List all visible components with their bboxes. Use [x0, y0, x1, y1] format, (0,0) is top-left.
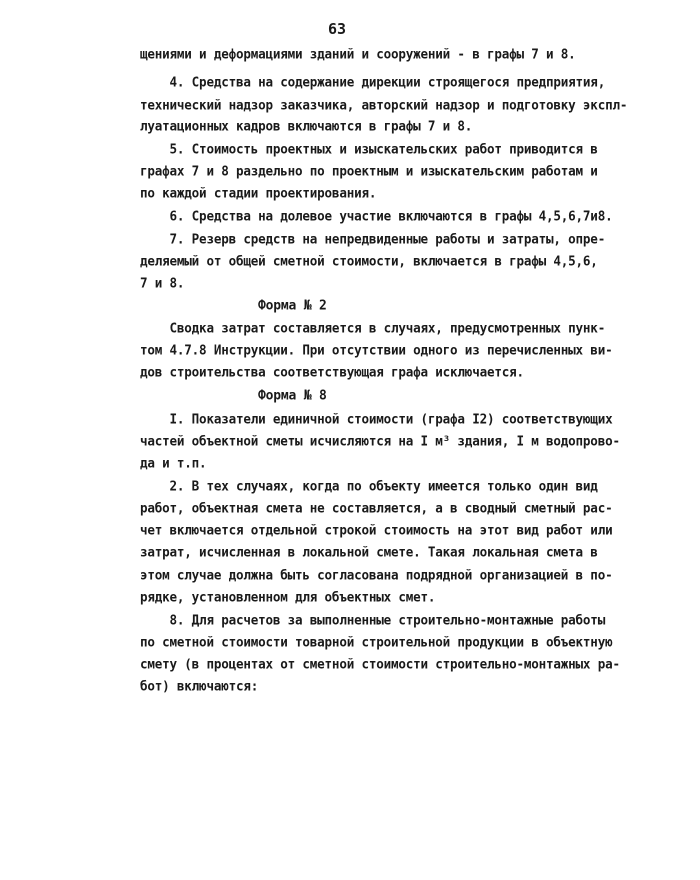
- text-line: 7 и 8.: [140, 275, 185, 291]
- text-line: затрат, исчисленная в локальной смете. Такая локальная смета в: [140, 544, 598, 560]
- text-line: щениями и деформациями зданий и сооружений - в графы 7 и 8.: [140, 46, 576, 62]
- text-line: 2. В тех случаях, когда по объекту имеется только один вид: [140, 478, 598, 494]
- text-line: 7. Резерв средств на непредвиденные работы и затраты, опре-: [140, 231, 606, 247]
- text-line: смету (в процентах от сметной стоимости строительно-монтажных ра-: [140, 656, 620, 672]
- text-line: деляемый от общей сметной стоимости, включается в графы 4,5,6,: [140, 253, 598, 269]
- text-line: дов строительства соответствующая графа исключается.: [140, 364, 524, 380]
- text-line: работ, объектная смета не составляется, а в сводный сметный рас-: [140, 500, 613, 516]
- text-line: по каждой стадии проектирования.: [140, 185, 377, 201]
- text-line: рядке, установленном для объектных смет.: [140, 589, 436, 605]
- text-line: частей объектной сметы исчисляются на I м³ здания, I м водопрово-: [140, 433, 620, 449]
- text-line: графах 7 и 8 раздельно по проектным и изыскательским работам и: [140, 163, 598, 179]
- text-line: 4. Средства на содержание дирекции строящегося предприятия,: [140, 74, 606, 90]
- text-line: луатационных кадров включаются в графы 7 и 8.: [140, 118, 473, 134]
- page-number: 63: [328, 20, 347, 38]
- text-line: да и т.п.: [140, 455, 207, 471]
- section-heading: Форма № 2: [258, 298, 327, 314]
- text-line: бот) включаются:: [140, 678, 259, 694]
- text-line: по сметной стоимости товарной строительной продукции в объектную: [140, 634, 613, 650]
- text-line: 8. Для расчетов за выполненные строительно-монтажные работы: [140, 612, 606, 628]
- text-line: чет включается отдельной строкой стоимость на этот вид работ или: [140, 522, 613, 538]
- text-line: I. Показатели единичной стоимости (графа I2) соответствующих: [140, 411, 613, 427]
- text-line: том 4.7.8 Инструкции. При отсутствии одного из перечисленных ви-: [140, 342, 613, 358]
- section-heading: Форма № 8: [258, 388, 327, 404]
- text-line: Сводка затрат составляется в случаях, предусмотренных пунк-: [140, 320, 606, 336]
- text-line: технический надзор заказчика, авторский надзор и подготовку экспл-: [140, 97, 628, 113]
- text-line: 5. Стоимость проектных и изыскательских работ приводится в: [140, 141, 598, 157]
- text-line: этом случае должна быть согласована подрядной организацией в по-: [140, 567, 613, 583]
- text-line: 6. Средства на долевое участие включаются в графы 4,5,6,7и8.: [140, 208, 613, 224]
